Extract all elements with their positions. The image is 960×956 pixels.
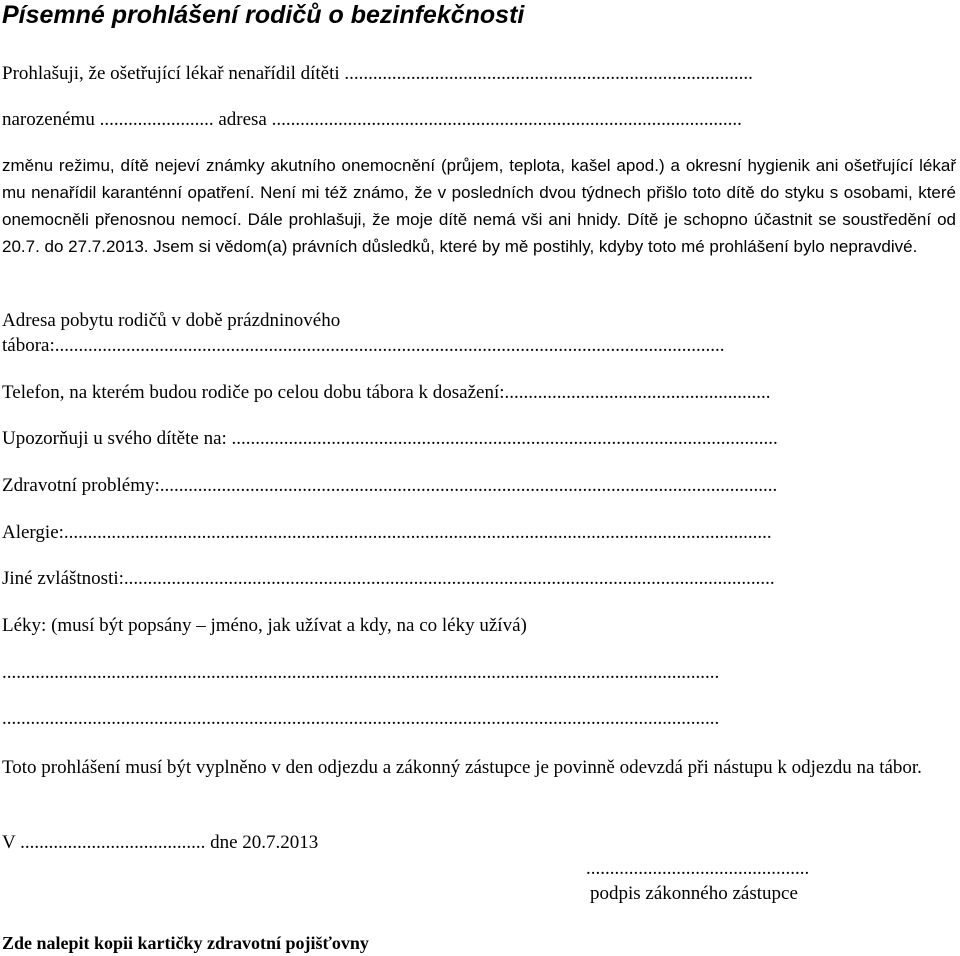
medication-blank-1: ....................................................................................................................................................... — [2, 662, 720, 683]
warning-field: Upozorňuji u svého dítěte na: ................................................................................................................... — [2, 428, 778, 449]
document-title: Písemné prohlášení rodičů o bezinfekčnosti — [2, 1, 525, 29]
phone-field: Telefon, na kterém budou rodiče po celou dobu tábora k dosažení:........................................................ — [2, 382, 771, 403]
address-label: Adresa pobytu rodičů v době prázdninového — [2, 310, 341, 331]
medication-blank-2: ....................................................................................................................................................... — [2, 708, 720, 729]
footer-insurance-note: Zde nalepit kopii kartičky zdravotní pojišťovny — [2, 933, 369, 953]
intro-line-child: Prohlašuji, že ošetřující lékař nenařídil dítěti ...................................................................................... — [2, 63, 753, 84]
health-problems-field: Zdravotní problémy:.................................................................................................................................. — [2, 475, 778, 496]
allergy-field: Alergie:..................................................................................................................................................... — [2, 522, 772, 543]
intro-line-birth-address: narozenému ........................ adresa ................................................................................................... — [2, 109, 742, 130]
address-field: tábora:............................................................................................................................................. — [2, 335, 725, 356]
signature-dots: ............................................... — [586, 858, 810, 879]
place-date-line: V ....................................... dne 20.7.2013 — [2, 832, 319, 853]
submission-note: Toto prohlášení musí být vyplněno v den odjezdu a zákonný zástupce je povinně odevzdá při nástupu k odjezdu na tábor. — [2, 757, 922, 778]
declaration-paragraph: změnu režimu, dítě nejeví známky akutního onemocnění (průjem, teplota, kašel apod.) a okresní hygienik ani ošetřující lékař mu nenařídil karanténní opatření. Není mi též známo, že v posledních dvou týdnech přišlo toto dítě do styku s osobami, které onemocněli přenosnou nemocí. Dále prohlašuji, že moje dítě nemá vši ani hnidy. Dítě je schopno účastnit se soustředění od 20.7. do 27.7.2013. Jsem si vědom(a) právních důsledků, které by mě postihly, kdyby toto mé prohlášení bylo nepravdivé. — [2, 156, 956, 256]
other-specifics-field: Jiné zvláštnosti:......................................................................................................................................... — [2, 568, 775, 589]
medication-label: Léky: (musí být popsány – jméno, jak užívat a kdy, na co léky užívá) — [2, 615, 527, 636]
signature-label: podpis zákonného zástupce — [590, 883, 798, 904]
